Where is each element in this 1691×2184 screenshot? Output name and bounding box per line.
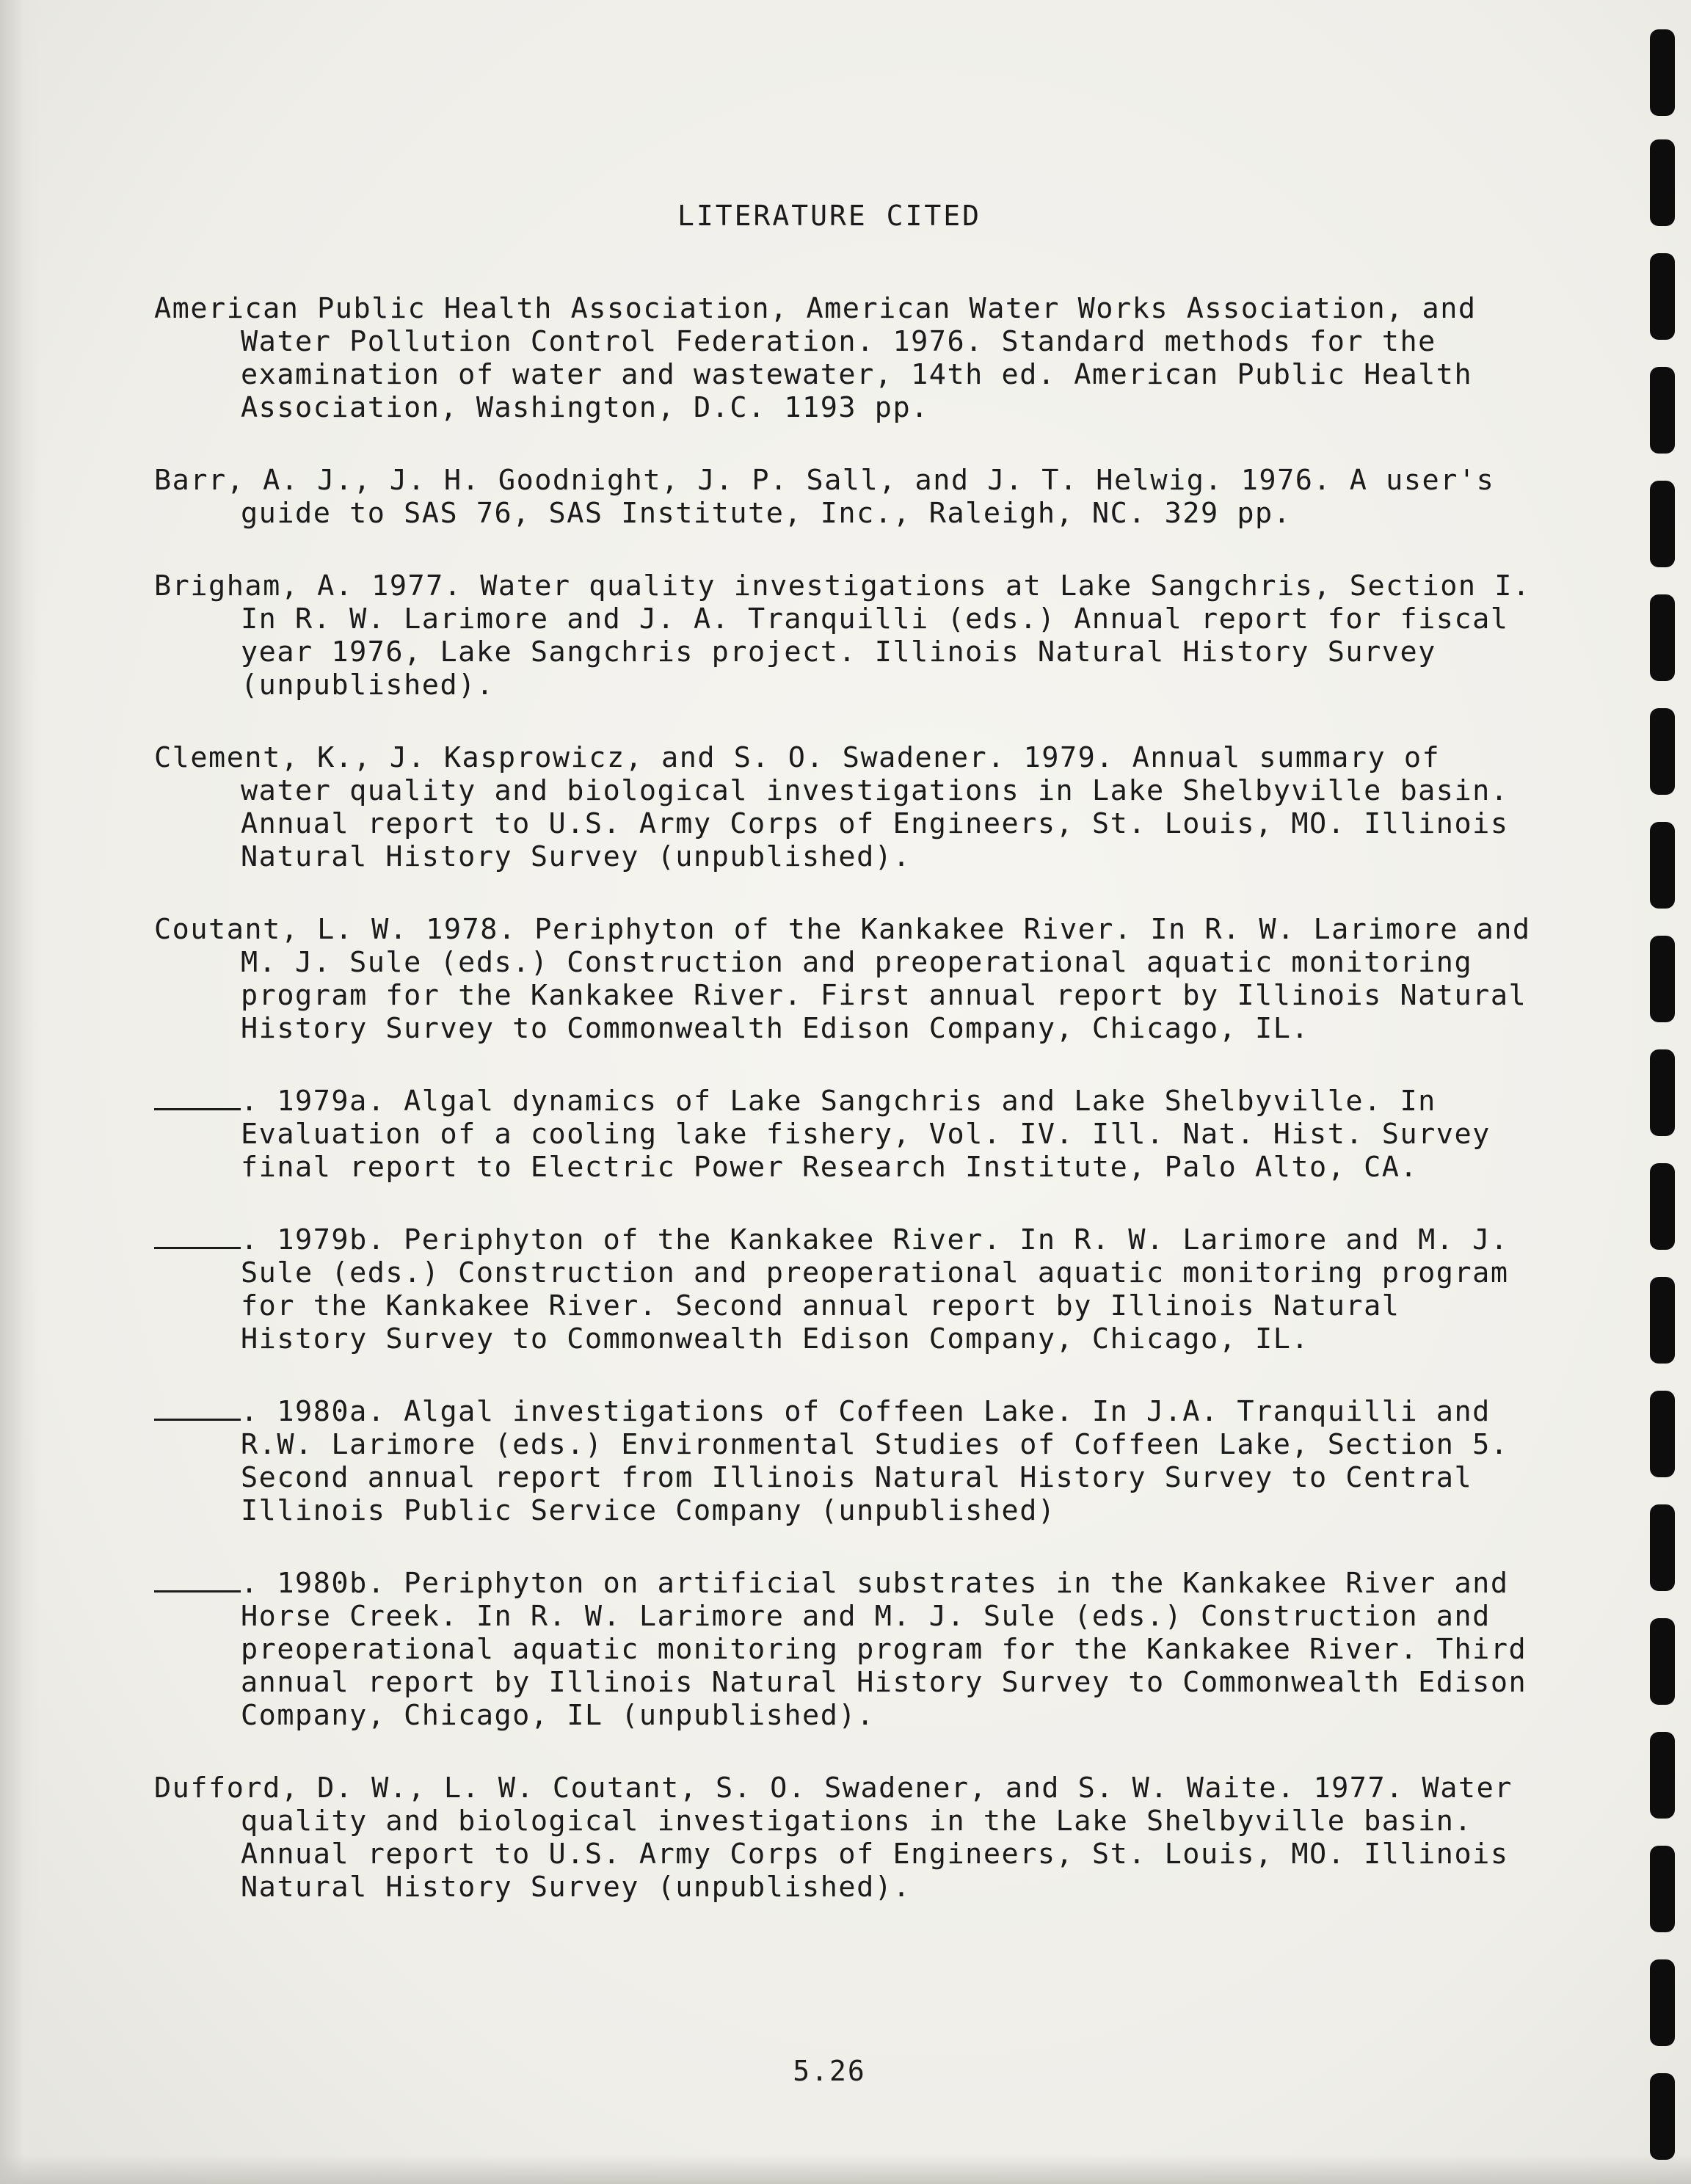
punch-hole [1650,253,1675,340]
same-author-dash [154,1401,241,1421]
reference-text: . 1979a. Algal dynamics of Lake Sangchris and Lake Shelbyville. In Evaluation of a cooling lake fishery, Vol. IV. Ill. Nat. Hist. Survey final report to Electric Power Research Institute, Palo Alto, CA. [241,1085,1491,1184]
reference-entry [154,1223,1534,1355]
punch-hole [1650,1732,1675,1819]
punch-hole [1650,822,1675,909]
reference-text: Clement, K., J. Kasprowicz, and S. O. Swadener. 1979. Annual summary of water quality and biological investigations in Lake Shelbyville basin. Annual report to U.S. Army Corps of Engineers, St. Louis, MO. Illinois Natural History Survey (unpublished). [154,741,1509,873]
punch-hole [1650,367,1675,454]
punch-hole [1650,1391,1675,1477]
punch-hole [1650,1504,1675,1591]
reference-text: . 1980a. Algal investigations of Coffeen Lake. In J.A. Tranquilli and R.W. Larimore (eds.) Environmental Studies of Coffeen Lake, Section 5. Second annual report from Illinois Natural History Survey to Central Illinois Public Service Company (unpublished) [241,1395,1509,1527]
reference-entry [154,569,1534,702]
same-author-dash [154,1573,241,1592]
reference-text: American Public Health Association, American Water Works Association, and Water Pollution Control Federation. 1976. Standard methods for the examination of water and wastewater, 14th ed. American Public Health Association, Washington, D.C. 1193 pp. [154,292,1477,424]
section-title: LITERATURE CITED [677,200,982,232]
reference-entry [154,1395,1534,1527]
reference-text: Coutant, L. W. 1978. Periphyton of the Kankakee River. In R. W. Larimore and M. J. Sule (eds.) Construction and preoperational aquatic monitoring program for the Kankakee River. First annual report by Illinois Natural History Survey to Commonwealth Edison Company, Chicago, IL. [154,913,1531,1045]
punch-hole [1650,1959,1675,2046]
punch-hole [1650,1163,1675,1250]
punch-hole [1650,1618,1675,1705]
page-left-shadow [0,0,40,2184]
reference-text: . 1980b. Periphyton on artificial substrates in the Kankakee River and Horse Creek. In R. W. Larimore and M. J. Sule (eds.) Construction and preoperational aquatic monitoring program for the Kankakee River. Third annual report by Illinois Natural History Survey to Commonwealth Edison Company, Chicago, IL (unpublished). [241,1567,1527,1732]
reference-entry [154,913,1534,1045]
punch-hole [1650,2073,1675,2160]
reference-entry [154,1085,1534,1184]
reference-entry [154,1567,1534,1732]
punch-hole [1650,1049,1675,1136]
page-bottom-shadow [0,2155,1691,2184]
reference-entry [154,464,1534,530]
punch-hole [1650,29,1675,116]
punch-hole [1650,1277,1675,1364]
same-author-dash [154,1091,241,1110]
binder-punch-holes [1645,0,1675,2184]
same-author-dash [154,1229,241,1249]
punch-hole [1650,594,1675,681]
reference-text: Dufford, D. W., L. W. Coutant, S. O. Swadener, and S. W. Waite. 1977. Water quality and biological investigations in the Lake Shelbyville basin. Annual report to U.S. Army Corps of Engineers, St. Louis, MO. Illinois Natural History Survey (unpublished). [154,1772,1513,1904]
reference-text: Barr, A. J., J. H. Goodnight, J. P. Sall, and J. T. Helwig. 1976. A user's guide to SAS 76, SAS Institute, Inc., Raleigh, NC. 329 pp. [154,464,1495,530]
page-number: 5.26 [793,2055,866,2087]
punch-hole [1650,936,1675,1022]
punch-hole [1650,139,1675,226]
reference-text: . 1979b. Periphyton of the Kankakee River. In R. W. Larimore and M. J. Sule (eds.) Construction and preoperational aquatic monitoring program for the Kankakee River. Second annual report by Illinois Natural History Survey to Commonwealth Edison Company, Chicago, IL. [241,1223,1509,1355]
reference-entry [154,741,1534,873]
punch-hole [1650,708,1675,795]
reference-entry [154,1772,1534,1904]
reference-text: Brigham, A. 1977. Water quality investigations at Lake Sangchris, Section I. In R. W. Larimore and J. A. Tranquilli (eds.) Annual report for fiscal year 1976, Lake Sangchris project. Illinois Natural History Survey (unpublished). [154,569,1531,702]
reference-list [154,292,1534,1943]
reference-entry [154,292,1534,424]
punch-hole [1650,1846,1675,1932]
punch-hole [1650,481,1675,567]
